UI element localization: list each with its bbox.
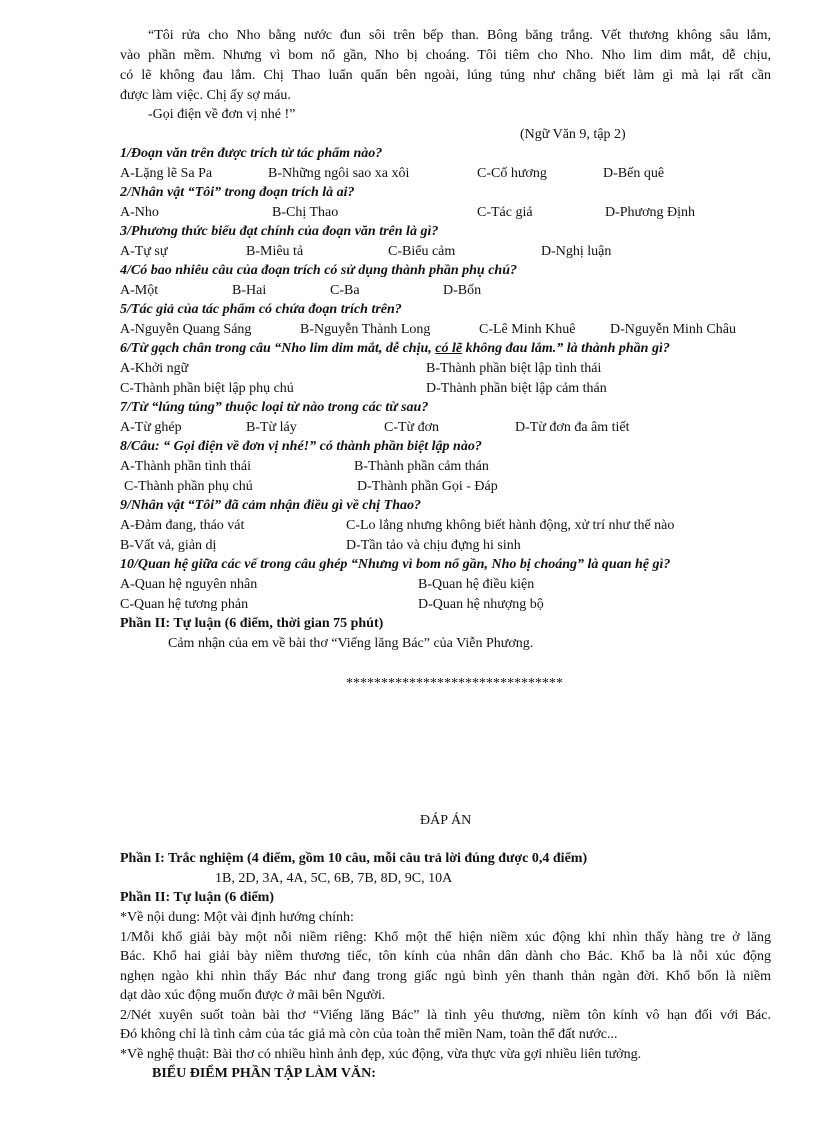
- q10-option-d: D-Quan hệ nhượng bộ: [418, 597, 544, 612]
- question-6: 6/Từ gạch chân trong câu “Nho lim dim mắt, dễ chịu, có lẽ không đau lắm.” là thành phần gì?: [120, 341, 670, 356]
- q10-option-a: A-Quan hệ nguyên nhân: [120, 577, 258, 592]
- q10-option-c: C-Quan hệ tương phản: [120, 597, 249, 612]
- point1-line-2: Bác. Khổ hai giải bày niềm thương tiếc, tôn kính của nhân dân dành cho Bác. Khổ ba là nỗi xúc động: [120, 949, 771, 964]
- q10-option-b: B-Quan hệ điều kiện: [418, 577, 535, 592]
- underlined-phrase: có lẽ: [435, 341, 463, 356]
- q3-option-c: C-Biểu cảm: [388, 244, 456, 259]
- q9-option-b: B-Vất vả, giản dị: [120, 538, 217, 553]
- q8-option-b: B-Thành phần cảm thán: [354, 459, 489, 474]
- q4-option-a: A-Một: [120, 283, 159, 298]
- q2-option-c: C-Tác giả: [477, 205, 533, 220]
- question-5: 5/Tác giả của tác phẩm có chứa đoạn trích trên?: [120, 302, 402, 317]
- part2-prompt: Cảm nhận của em về bài thơ “Viếng lăng Bác” của Viễn Phương.: [168, 636, 534, 651]
- q8-option-a: A-Thành phần tình thái: [120, 459, 252, 474]
- q5-option-b: B-Nguyễn Thành Long: [300, 322, 431, 337]
- question-9: 9/Nhân vật “Tôi” đã cảm nhận điều gì về chị Thao?: [120, 498, 422, 513]
- q8-option-c: C-Thành phần phụ chú: [124, 479, 253, 494]
- point2-line-2: Đó không chỉ là tình cảm của tác giả mà còn của toàn thể miền Nam, toàn thể đất nước...: [120, 1027, 618, 1042]
- q5-option-c: C-Lê Minh Khuê: [479, 322, 576, 337]
- q1-option-c: C-Cố hương: [477, 166, 547, 181]
- q8-option-d: D-Thành phần Gọi - Đáp: [357, 479, 498, 494]
- part2-heading: Phần II: Tự luận (6 điểm, thời gian 75 phút): [120, 616, 384, 631]
- q6-option-b: B-Thành phần biệt lập tình thái: [426, 361, 602, 376]
- q6-option-a: A-Khởi ngữ: [120, 361, 189, 376]
- q2-option-d: D-Phương Định: [605, 205, 696, 220]
- answers-part1-keys: 1B, 2D, 3A, 4A, 5C, 6B, 7B, 8D, 9C, 10A: [215, 871, 453, 886]
- q2-option-a: A-Nho: [120, 205, 159, 220]
- question-4: 4/Có bao nhiêu câu của đoạn trích có sử dụng thành phần phụ chú?: [120, 263, 518, 278]
- question-8: 8/Câu: “ Gọi điện về đơn vị nhé!” có thành phần biệt lập nào?: [120, 439, 482, 454]
- q7-option-a: A-Từ ghép: [120, 420, 182, 435]
- q6-option-c: C-Thành phần biệt lập phụ chú: [120, 381, 294, 396]
- q4-option-c: C-Ba: [330, 283, 360, 298]
- art-note: *Về nghệ thuật: Bài thơ có nhiều hình ảnh đẹp, xúc động, vừa thực vừa gợi nhiều liên tưởng.: [120, 1047, 642, 1062]
- question-7: 7/Từ “lúng túng” thuộc loại từ nào trong các từ sau?: [120, 400, 429, 415]
- answers-part1-heading: Phần I: Trắc nghiệm (4 điểm, gồm 10 câu, mỗi câu trả lời đúng được 0,4 điểm): [120, 851, 588, 866]
- q7-option-c: C-Từ đơn: [384, 420, 440, 435]
- point1-line-1: 1/Mỗi khổ giải bày một nỗi niềm riêng: Khổ một thể hiện niềm xúc động khi nhìn thấy hàng tre ở lăng: [120, 930, 771, 945]
- question-2: 2/Nhân vật “Tôi” trong đoạn trích là ai?: [120, 185, 355, 200]
- q4-option-d: D-Bốn: [443, 283, 482, 298]
- q1-option-d: D-Bến quê: [603, 166, 665, 181]
- point1-line-4: dạt dào xúc động muốn được ở mãi bên Người.: [120, 988, 386, 1003]
- passage-line-1: “Tôi rửa cho Nho bằng nước đun sôi trên bếp than. Bông băng trắng. Vết thương không sâu lắm,: [148, 28, 771, 43]
- passage-line-4: được làm việc. Chị ấy sợ máu.: [120, 88, 291, 103]
- q6-option-d: D-Thành phần biệt lập cảm thán: [426, 381, 607, 396]
- passage-line-3: có lẽ không đau lắm. Chị Thao luẩn quẩn bên ngoài, lúng túng như chẳng biết làm gì mà lại rất cần: [120, 68, 771, 83]
- score-heading: BIỂU ĐIỂM PHẦN TẬP LÀM VĂN:: [152, 1066, 376, 1081]
- q3-option-d: D-Nghị luận: [541, 244, 612, 259]
- q2-option-b: B-Chị Thao: [272, 205, 339, 220]
- q1-option-a: A-Lặng lẽ Sa Pa: [120, 166, 213, 181]
- point2-line-1: 2/Nét xuyên suốt toàn bài thơ “Viếng lăng Bác” là tình yêu thương, niềm tôn kính vô hạn đối với Bác.: [120, 1008, 771, 1023]
- q1-option-b: B-Những ngôi sao xa xôi: [268, 166, 410, 181]
- q5-option-d: D-Nguyễn Minh Châu: [610, 322, 736, 337]
- q9-option-c: C-Lo lắng nhưng không biết hành động, xử trí như thế nào: [346, 518, 675, 533]
- passage-line-5: -Gọi điện về đơn vị nhé !”: [148, 107, 296, 122]
- question-1: 1/Đoạn văn trên được trích từ tác phẩm nào?: [120, 146, 383, 161]
- question-3: 3/Phương thức biểu đạt chính của đoạn văn trên là gì?: [120, 224, 439, 239]
- answers-title: ĐÁP ÁN: [420, 813, 472, 828]
- content-intro: *Về nội dung: Một vài định hướng chính:: [120, 910, 354, 925]
- separator: *******************************: [346, 676, 563, 691]
- answers-part2-heading: Phần II: Tự luận (6 điểm): [120, 890, 275, 905]
- q3-option-b: B-Miêu tả: [246, 244, 304, 259]
- q3-option-a: A-Tự sự: [120, 244, 168, 259]
- question-10: 10/Quan hệ giữa các vế trong câu ghép “Nhưng vì bom nổ gần, Nho bị choáng” là quan hệ gì?: [120, 557, 671, 572]
- point1-line-3: nghẹn ngào khi nhìn thấy Bác như đang trong giấc ngủ bình yên thanh thản ngàn đời. Khổ bốn là niềm: [120, 969, 771, 984]
- passage-line-2: vào phần mềm. Nhưng vì bom nổ gần, Nho bị choáng. Tôi tiêm cho Nho. Nho lim dim mắt, dễ chịu,: [120, 48, 771, 63]
- q7-option-b: B-Từ láy: [246, 420, 297, 435]
- q4-option-b: B-Hai: [232, 283, 267, 298]
- q9-option-a: A-Đảm đang, tháo vát: [120, 518, 245, 533]
- passage-source: (Ngữ Văn 9, tập 2): [520, 127, 626, 142]
- q7-option-d: D-Từ đơn đa âm tiết: [515, 420, 630, 435]
- q9-option-d: D-Tần tảo và chịu đựng hi sinh: [346, 538, 521, 553]
- q5-option-a: A-Nguyễn Quang Sáng: [120, 322, 252, 337]
